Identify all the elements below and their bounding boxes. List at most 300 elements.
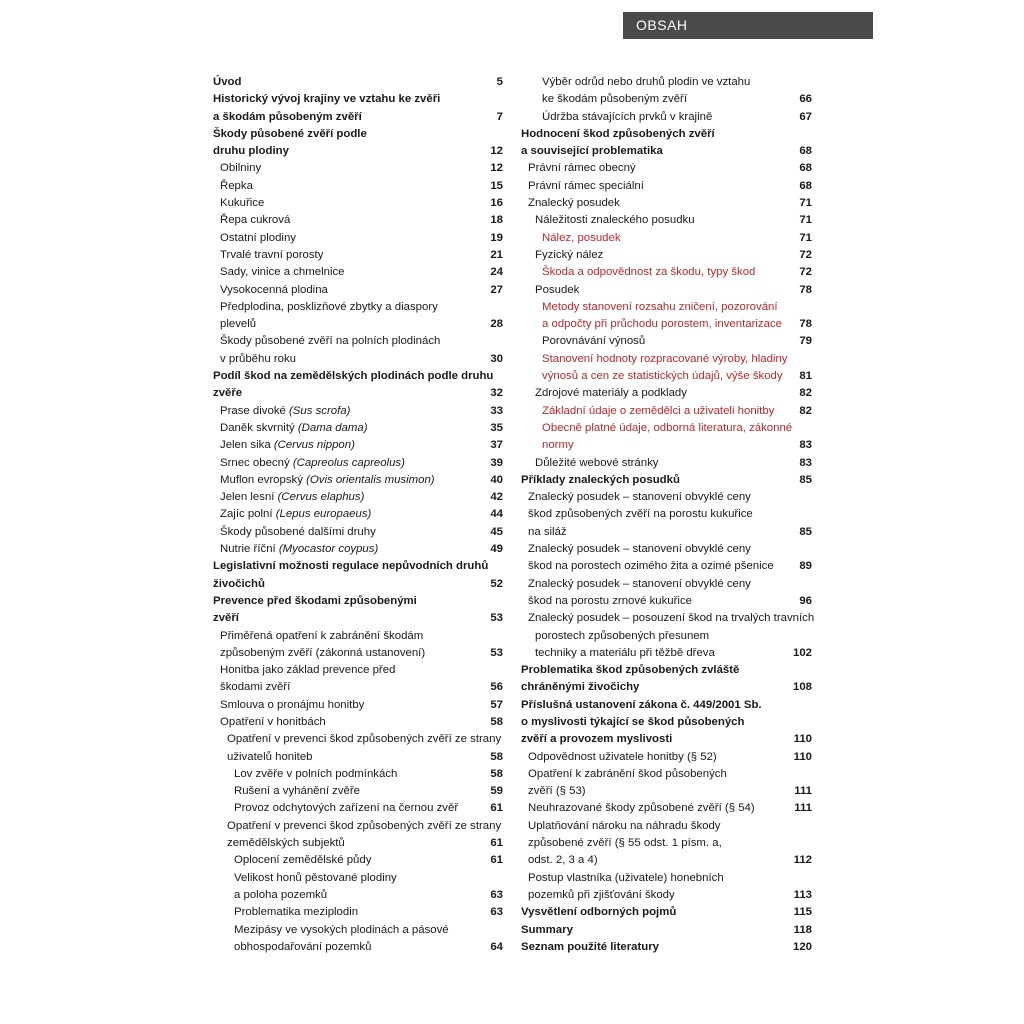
toc-entry-title <box>528 818 721 835</box>
toc-entry-text: Problematika meziplodin <box>234 906 359 919</box>
toc-entry-title <box>521 143 663 160</box>
toc-page-number: 110 <box>793 750 812 763</box>
toc-entry-text: Podíl škod na zemědělských plodinách podle druhu <box>213 370 494 383</box>
toc-entry-text: Jelen sika <box>220 439 274 452</box>
toc-entry <box>521 714 812 731</box>
toc-entry-text: Lov zvěře v polních podmínkách <box>234 767 398 780</box>
toc-entry-text: Hodnocení škod způsobených zvěří <box>521 127 715 140</box>
toc-entry-text: Porovnávání výnosů <box>542 335 646 348</box>
toc-page-number: 118 <box>793 923 812 936</box>
toc-entry <box>213 195 503 212</box>
toc-page-number: 108 <box>792 681 812 694</box>
toc-entry-text: Obilniny <box>220 162 262 175</box>
toc-entry-text: Vysvětlení odborných pojmů <box>521 906 677 919</box>
toc-page-number: 57 <box>490 698 503 711</box>
toc-entry-text: Smlouva o pronájmu honitby <box>220 698 365 711</box>
toc-entry-text: Ostatní plodiny <box>220 231 296 244</box>
toc-entry <box>213 178 503 195</box>
toc-entry <box>213 922 503 939</box>
toc-page-number: 42 <box>490 491 503 504</box>
toc-entry-title <box>220 282 328 299</box>
toc-entry <box>213 143 503 160</box>
toc-page-number: 78 <box>799 283 812 296</box>
toc-entry-text: Škody působené dalšími druhy <box>220 525 376 538</box>
toc-entry-title <box>521 922 573 939</box>
toc-page-number: 63 <box>490 906 503 919</box>
toc-entry-title <box>234 800 458 817</box>
toc-entry-title <box>542 316 782 333</box>
toc-entry-title <box>220 351 296 368</box>
toc-page-number: 35 <box>490 421 503 434</box>
toc-page-number: 120 <box>792 940 812 953</box>
toc-page-number: 81 <box>799 370 812 383</box>
toc-page-number: 15 <box>490 179 503 192</box>
toc-column-left <box>213 74 503 956</box>
toc-entry-text: Prase divoké <box>220 404 290 417</box>
toc-entry-text: zvěří a provozem myslivosti <box>521 733 673 746</box>
toc-entry <box>213 506 503 523</box>
toc-entry-title <box>542 74 750 91</box>
toc-entry-title <box>220 212 290 229</box>
toc-entry-text: Problematika škod způsobených zvláště <box>521 664 740 677</box>
toc-entry-text: a škodám působeným zvěří <box>213 110 362 123</box>
toc-entry-text: Odpovědnost uživatele honitby (§ 52) <box>528 750 717 763</box>
toc-entry-title <box>220 506 371 523</box>
toc-entry-title <box>220 316 256 333</box>
toc-entry <box>213 403 503 420</box>
toc-entry-title <box>220 247 323 264</box>
toc-page-number: 24 <box>490 266 503 279</box>
toc-entry-title <box>213 126 367 143</box>
toc-entry-text: Obecně platné údaje, odborná literatura, zákonné <box>542 421 793 434</box>
toc-entry-title <box>220 524 376 541</box>
toc-entry-title <box>213 610 239 627</box>
toc-entry-text: Škoda a odpovědnost za škodu, typy škod <box>542 266 756 279</box>
toc-entry <box>213 541 503 558</box>
toc-page-number: 111 <box>794 785 812 798</box>
toc-entry-text: o myslivosti týkající se škod působených <box>521 715 745 728</box>
toc-entry-text: Oplocení zemědělské půdy <box>234 854 372 867</box>
toc-entry-title <box>542 368 783 385</box>
toc-entry <box>521 420 812 437</box>
toc-entry <box>213 212 503 229</box>
toc-entry-text: Opatření v prevenci škod způsobených zvěří ze strany <box>227 733 502 746</box>
toc-entry-title <box>234 922 449 939</box>
toc-entry <box>213 558 503 575</box>
toc-entry-text: Uplatňování nároku na náhradu škody <box>528 819 721 832</box>
toc-entry-title <box>213 74 241 91</box>
toc-entry <box>213 74 503 91</box>
toc-page-number: 5 <box>496 76 503 88</box>
toc-entry <box>213 524 503 541</box>
toc-entry <box>213 126 503 143</box>
toc-page-number: 58 <box>490 715 503 728</box>
toc-page-number: 59 <box>490 785 503 798</box>
toc-entry-text: výnosů a cen ze statistických údajů, výše škody <box>542 370 783 383</box>
toc-page-number: 110 <box>793 733 812 746</box>
toc-entry-title <box>220 420 368 437</box>
toc-page-number: 72 <box>799 248 812 261</box>
toc-page-number: 40 <box>490 473 503 486</box>
toc-entry-title <box>535 645 715 662</box>
toc-entry-title <box>528 506 753 523</box>
toc-page-number: 30 <box>490 352 503 365</box>
toc-entry-title <box>542 437 574 454</box>
toc-entry-title <box>220 178 253 195</box>
toc-page-number: 61 <box>490 837 503 850</box>
toc-entry <box>213 835 503 852</box>
toc-entry <box>521 697 812 714</box>
toc-entry-text: Znalecký posudek <box>528 197 620 210</box>
toc-page-number: 71 <box>799 231 812 244</box>
toc-entry <box>213 697 503 714</box>
toc-entry-title <box>220 714 326 731</box>
toc-entry <box>213 887 503 904</box>
toc-entry-title <box>234 783 360 800</box>
toc-entry-text: Zdrojové materiály a podklady <box>535 387 687 400</box>
toc-entry-title <box>521 714 744 731</box>
toc-entry-text: Muflon evropský <box>220 473 307 486</box>
toc-entry-title <box>521 731 672 748</box>
toc-entry <box>213 420 503 437</box>
toc-entry-text: druhu plodiny <box>213 145 289 158</box>
toc-page-number: 19 <box>490 231 503 244</box>
toc-entry-latin-name: (Cervus elaphus) <box>277 491 365 504</box>
toc-entry-title <box>535 282 579 299</box>
toc-entry-title <box>535 247 603 264</box>
toc-page-number: 72 <box>799 266 812 279</box>
toc-page-number: 21 <box>490 248 503 261</box>
toc-entry <box>213 299 503 316</box>
toc-entry-text: Srnec obecný <box>220 456 293 469</box>
toc-entry <box>213 939 503 956</box>
toc-entry-text: Opatření v honitbách <box>220 715 326 728</box>
toc-page-number: 52 <box>490 577 503 590</box>
toc-entry-text: Nález, posudek <box>542 231 621 244</box>
toc-entry-text: uživatelů honiteb <box>227 750 313 763</box>
toc-entry-text: Postup vlastníka (uživatele) honebních <box>528 871 724 884</box>
toc-entry-title <box>521 679 639 696</box>
toc-entry-title <box>542 333 645 350</box>
toc-page-number: 28 <box>490 318 503 331</box>
toc-page-number: 53 <box>490 612 503 625</box>
toc-entry-title <box>213 593 417 610</box>
toc-entry <box>213 472 503 489</box>
toc-entry-text: Důležité webové stránky <box>535 456 659 469</box>
toc-entry-title <box>220 333 440 350</box>
toc-entry-title <box>213 109 362 126</box>
toc-entry-text: Stanovení hodnoty rozpracované výroby, hladiny <box>542 352 788 365</box>
toc-entry <box>213 316 503 333</box>
toc-page-number: 39 <box>490 456 503 469</box>
toc-entry-title <box>542 351 787 368</box>
toc-entry <box>521 230 812 247</box>
toc-page-number: 112 <box>793 854 812 867</box>
toc-entry <box>521 316 812 333</box>
toc-page-number: 113 <box>793 888 812 901</box>
toc-entry-text: plevelů <box>220 318 257 331</box>
toc-entry-text: Prevence před škodami způsobenými <box>213 594 417 607</box>
toc-entry-text: Úvod <box>213 76 242 88</box>
toc-entry <box>521 783 812 800</box>
toc-entry-text: škod na porostu zrnové kukuřice <box>528 594 692 607</box>
toc-entry-title <box>220 299 438 316</box>
toc-entry-text: Rušení a vyhánění zvěře <box>234 785 361 798</box>
toc-entry-title <box>220 628 423 645</box>
toc-entry-title <box>521 126 715 143</box>
toc-page-number: 44 <box>490 508 503 521</box>
toc-entry <box>521 178 812 195</box>
toc-entry <box>521 749 812 766</box>
toc-page-number: 71 <box>799 214 812 227</box>
toc-entry <box>213 870 503 887</box>
toc-entry-title <box>528 160 636 177</box>
toc-entry-title <box>227 818 501 835</box>
toc-page-number: 7 <box>496 110 503 123</box>
toc-entry-title <box>227 731 501 748</box>
toc-entry-title <box>234 766 397 783</box>
toc-entry <box>521 299 812 316</box>
toc-entry-text: Opatření v prevenci škod způsobených zvěří ze strany <box>227 819 502 832</box>
toc-entry-title <box>521 472 680 489</box>
toc-entry <box>213 437 503 454</box>
toc-entry-title <box>542 299 778 316</box>
toc-page-number: 82 <box>799 404 812 417</box>
toc-entry-text: živočichů <box>213 577 265 590</box>
toc-page-number: 85 <box>799 473 812 486</box>
toc-page-number: 96 <box>799 594 812 607</box>
toc-entry-text: škod na porostech ozimého žita a ozimé pšenice <box>528 560 774 573</box>
toc-entry <box>213 455 503 472</box>
toc-entry <box>213 662 503 679</box>
toc-page-number: 58 <box>490 767 503 780</box>
toc-entry-text: Sady, vinice a chmelnice <box>220 266 345 279</box>
toc-entry-text: techniky a materiálu při těžbě dřeva <box>535 646 715 659</box>
toc-entry-text: škod způsobených zvěří na porostu kukuřice <box>528 508 753 521</box>
toc-entry <box>213 109 503 126</box>
toc-entry-text: zemědělských subjektů <box>227 837 345 850</box>
toc-entry-text: Nutrie říční <box>220 543 279 556</box>
toc-entry-title <box>521 904 676 921</box>
toc-entry-title <box>220 230 296 247</box>
toc-entry <box>521 904 812 921</box>
toc-entry <box>213 385 503 402</box>
toc-entry <box>521 403 812 420</box>
toc-page-number: 67 <box>799 110 812 123</box>
toc-entry-text: Honitba jako základ prevence před <box>220 664 396 677</box>
toc-entry <box>521 541 812 558</box>
toc-entry <box>213 818 503 835</box>
toc-entry-title <box>528 524 567 541</box>
toc-entry-text: Vysokocenná plodina <box>220 283 328 296</box>
toc-entry-title <box>220 437 355 454</box>
toc-entry <box>521 628 812 645</box>
toc-entry <box>521 385 812 402</box>
toc-entry <box>521 731 812 748</box>
toc-entry <box>213 628 503 645</box>
toc-entry-title <box>542 264 755 281</box>
toc-entry <box>213 576 503 593</box>
toc-entry-text: Příslušná ustanovení zákona č. 449/2001 Sb. <box>521 698 762 711</box>
toc-entry-title <box>528 749 717 766</box>
toc-entry <box>521 662 812 679</box>
toc-entry <box>521 524 812 541</box>
toc-page-number: 16 <box>490 197 503 210</box>
toc-entry <box>521 835 812 852</box>
toc-entry-text: Právní rámec speciální <box>528 179 644 192</box>
toc-entry-text: Znalecký posudek – stanovení obvyklé ceny <box>528 577 751 590</box>
toc-entry-title <box>528 541 751 558</box>
toc-entry <box>521 800 812 817</box>
toc-entry-title <box>220 645 425 662</box>
toc-entry-title <box>213 368 493 385</box>
toc-page-number: 68 <box>799 162 812 175</box>
toc-entry-latin-name: (Lepus europaeus) <box>275 508 372 521</box>
toc-entry-title <box>521 662 739 679</box>
toc-entry-latin-name: (Ovis orientalis musimon) <box>306 473 435 486</box>
toc-entry <box>521 766 812 783</box>
toc-entry <box>213 160 503 177</box>
toc-page-number: 68 <box>799 145 812 158</box>
toc-entry <box>521 939 812 956</box>
toc-entry-latin-name: (Myocastor coypus) <box>278 543 379 556</box>
toc-page-number: 61 <box>490 854 503 867</box>
toc-entry-title <box>535 212 695 229</box>
toc-entry-title <box>528 593 692 610</box>
toc-entry <box>521 333 812 350</box>
toc-page-number: 89 <box>799 560 812 573</box>
toc-entry-text: pozemků při zjišťování škody <box>528 888 675 901</box>
toc-entry-title <box>528 489 751 506</box>
toc-entry <box>213 904 503 921</box>
toc-page-number: 79 <box>799 335 812 348</box>
toc-entry <box>521 679 812 696</box>
toc-page-number: 63 <box>490 888 503 901</box>
toc-entry-latin-name: (Dama dama) <box>297 421 368 434</box>
toc-entry <box>521 489 812 506</box>
toc-entry <box>521 922 812 939</box>
toc-page-number: 68 <box>799 179 812 192</box>
toc-entry-title <box>542 420 792 437</box>
toc-page-number: 66 <box>799 93 812 106</box>
toc-entry-title <box>213 91 440 108</box>
toc-entry-text: Historický vývoj krajiny ve vztahu ke zvěři <box>213 93 441 106</box>
toc-entry <box>521 160 812 177</box>
toc-entry-text: chráněnými živočichy <box>521 681 640 694</box>
toc-entry-title <box>542 91 687 108</box>
toc-entry <box>521 593 812 610</box>
toc-entry-text: Seznam použité literatury <box>521 940 659 953</box>
toc-entry-title <box>528 195 620 212</box>
toc-entry-text: Škody působené zvěří podle <box>213 127 367 140</box>
toc-entry <box>521 143 812 160</box>
toc-page-number: 56 <box>490 681 503 694</box>
toc-page-number: 32 <box>490 387 503 400</box>
toc-entry-title <box>220 697 364 714</box>
toc-page-number: 83 <box>799 439 812 452</box>
toc-entry-text: Řepa cukrová <box>220 214 291 227</box>
toc-entry-text: Provoz odchytových zařízení na černou zvěř <box>234 802 459 815</box>
toc-entry <box>521 610 815 627</box>
toc-entry-title <box>528 178 644 195</box>
toc-entry-text: Základní údaje o zemědělci a uživateli honitby <box>542 404 775 417</box>
toc-entry-title <box>528 835 722 852</box>
toc-entry-text: Znalecký posudek – posouzení škod na trvalých travních <box>528 612 815 625</box>
toc-entry-title <box>528 610 814 627</box>
toc-entry <box>213 368 503 385</box>
toc-page-number: 45 <box>490 525 503 538</box>
toc-entry <box>213 679 503 696</box>
toc-entry-text: na siláž <box>528 525 567 538</box>
toc-entry-text: Mezipásy ve vysokých plodinách a pásové <box>234 923 449 936</box>
toc-entry-title <box>234 887 327 904</box>
toc-entry-text: obhospodařování pozemků <box>234 940 372 953</box>
toc-entry-text: zvěří <box>213 612 239 625</box>
toc-page-number: 27 <box>490 283 503 296</box>
toc-entry <box>213 247 503 264</box>
toc-entry-title <box>234 870 397 887</box>
toc-entry <box>213 282 503 299</box>
toc-entry <box>521 506 812 523</box>
toc-entry-title <box>220 489 364 506</box>
toc-entry <box>213 783 503 800</box>
toc-page-number: 83 <box>799 456 812 469</box>
toc-entry-text: Znalecký posudek – stanovení obvyklé ceny <box>528 491 751 504</box>
toc-entry <box>213 645 503 662</box>
toc-entry-text: Znalecký posudek – stanovení obvyklé ceny <box>528 543 751 556</box>
toc-entry <box>213 593 503 610</box>
toc-entry <box>521 818 812 835</box>
toc-entry-title <box>220 264 345 281</box>
toc-entry <box>213 489 503 506</box>
toc-page-number: 12 <box>490 162 503 175</box>
toc-entry-text: Metody stanovení rozsahu zničení, pozorování <box>542 300 778 313</box>
toc-entry-title <box>535 628 709 645</box>
toc-entry-latin-name: (Cervus nippon) <box>273 439 355 452</box>
toc-entry-title <box>542 109 712 126</box>
toc-entry-title <box>234 852 371 869</box>
toc-entry-title <box>220 455 405 472</box>
toc-page-number: 61 <box>490 802 503 815</box>
toc-entry <box>213 714 503 731</box>
toc-entry-title <box>528 783 586 800</box>
toc-entry <box>521 351 812 368</box>
toc-entry <box>521 74 812 91</box>
toc-entry <box>213 264 503 281</box>
toc-entry-title <box>528 558 774 575</box>
toc-entry-text: Trvalé travní porosty <box>220 248 324 261</box>
toc-entry-title <box>528 887 675 904</box>
toc-entry-text: Řepka <box>220 179 253 192</box>
toc-entry-title <box>528 800 755 817</box>
toc-entry-text: a poloha pozemků <box>234 888 328 901</box>
toc-page-number: 64 <box>490 940 503 953</box>
toc-entry-text: Fyzický nález <box>535 248 604 261</box>
toc-entry <box>521 437 812 454</box>
toc-entry-title <box>528 852 598 869</box>
toc-entry-title <box>535 455 658 472</box>
toc-page-number: 85 <box>799 525 812 538</box>
toc-entry-title <box>521 939 659 956</box>
toc-entry-title <box>220 541 378 558</box>
toc-entry-text: Přiměřená opatření k zabránění škodám <box>220 629 424 642</box>
toc-entry <box>521 126 812 143</box>
section-header-tab <box>623 12 873 39</box>
toc-entry-title <box>220 403 350 420</box>
toc-entry <box>521 455 812 472</box>
toc-entry-text: Škody působené zvěří na polních plodinách <box>220 335 441 348</box>
toc-entry-text: Zajíc polní <box>220 508 276 521</box>
